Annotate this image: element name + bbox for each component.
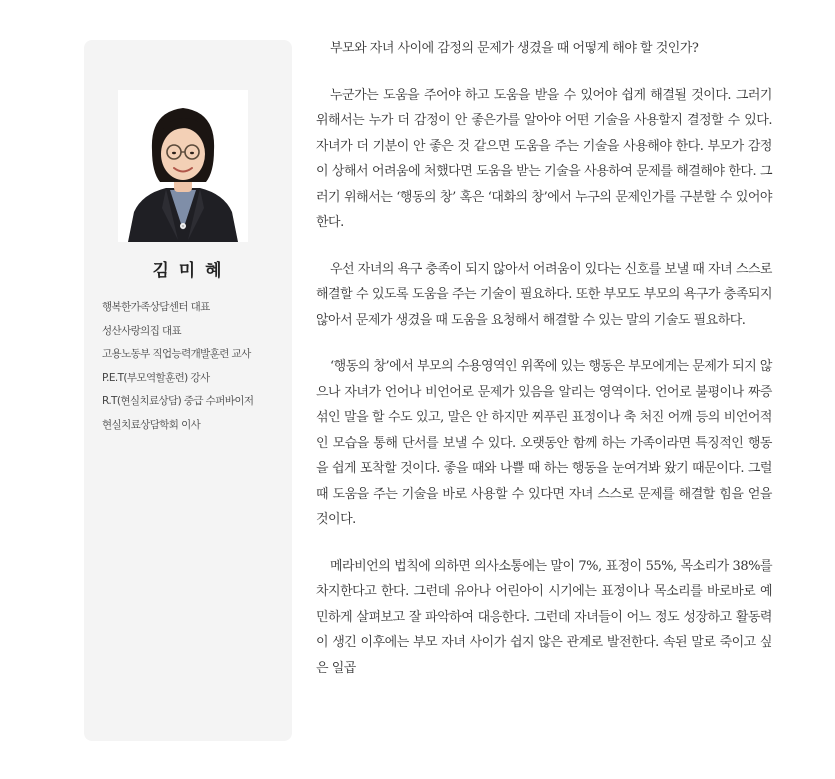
article-paragraph: 우선 자녀의 욕구 충족이 되지 않아서 어려움이 있다는 신호를 보낼 때 자녀 스스로 해결할 수 있도록 도움을 주는 기술이 필요하다. 또한 부모도 부모의 욕구가 충족되지 않아서 문제가 생겼을 때 도움을 요청해서 해결할 수 있는 말의 기술도 필요하다.: [316, 261, 772, 328]
article-paragraph: 누군가는 도움을 주어야 하고 도움을 받을 수 있어야 쉽게 해결될 것이다. 그러기 위해서는 누가 더 감정이 안 좋은가를 알아야 어떤 기술을 사용할지 결정할 수 있다. 자녀가 더 기분이 안 좋은 것 같으면 도움을 주는 기술을 사용해야 한다. 부모가 감정이 상해서 어려움에 처했다면 도움을 받는 기술을 사용하여 문제를 해결해야 한다. 그러기 위해서는 ‘행동의 창’ 혹은 ‘대화의 창’에서 누구의 문제인가를 구분할 수 있어야 한다.: [316, 87, 772, 230]
article-paragraph: ‘행동의 창’에서 부모의 수용영역인 위쪽에 있는 행동은 부모에게는 문제가 되지 않으나 자녀가 언어나 비언어로 문제가 있음을 알리는 영역이다. 언어로 불평이나 짜증 섞인 말을 할 수도 있고, 말은 안 하지만 찌푸린 표정이나 축 처진 어깨 등의 비언어적인 모습을 통해 단서를 보낼 수 있다. 오랫동안 함께 하는 가족이라면 특징적인 행동을 쉽게 포착할 것이다. 좋을 때와 나쁠 때 하는 행동을 눈여겨봐 왔기 때문이다. 그럴 때 도움을 주는 기술을 바로 사용할 수 있다면 자녀 스스로 문제를 해결할 힘을 얻을 것이다.: [316, 359, 772, 527]
author-profile-card: [84, 40, 292, 741]
article-paragraph: 메라비언의 법칙에 의하면 의사소통에는 말이 7%, 표정이 55%, 목소리가 38%를 차지한다고 한다. 그런데 유아나 어린아이 시기에는 표정이나 목소리를 바로바로 예민하게 살펴보고 잘 파악하여 대응한다. 그런데 자녀들이 어느 정도 성장하고 활동력이 생긴 이후에는 부모 자녀 사이가 쉽지 않은 관계로 발전한다. 속된 말로 죽이고 싶은 일곱: [316, 558, 772, 676]
author-name: 김 미 혜: [152, 261, 224, 281]
credential-item: 현실치료상담학회 이사: [102, 418, 201, 431]
credential-item: P.E.T(부모역할훈련) 강사: [102, 371, 210, 384]
author-credentials: [102, 296, 288, 437]
credential-item: 성산사랑의집 대표: [102, 324, 182, 337]
article-paragraph: 부모와 자녀 사이에 감정의 문제가 생겼을 때 어떻게 해야 할 것인가?: [330, 41, 699, 56]
author-photo: [118, 90, 248, 242]
credential-item: 고용노동부 직업능력개발훈련 교사: [102, 348, 251, 360]
article-body: [316, 36, 772, 702]
credential-item: 행복한가족상담센터 대표: [102, 301, 210, 313]
credential-item: R.T(현실치료상담) 중급 수퍼바이저: [102, 395, 254, 407]
